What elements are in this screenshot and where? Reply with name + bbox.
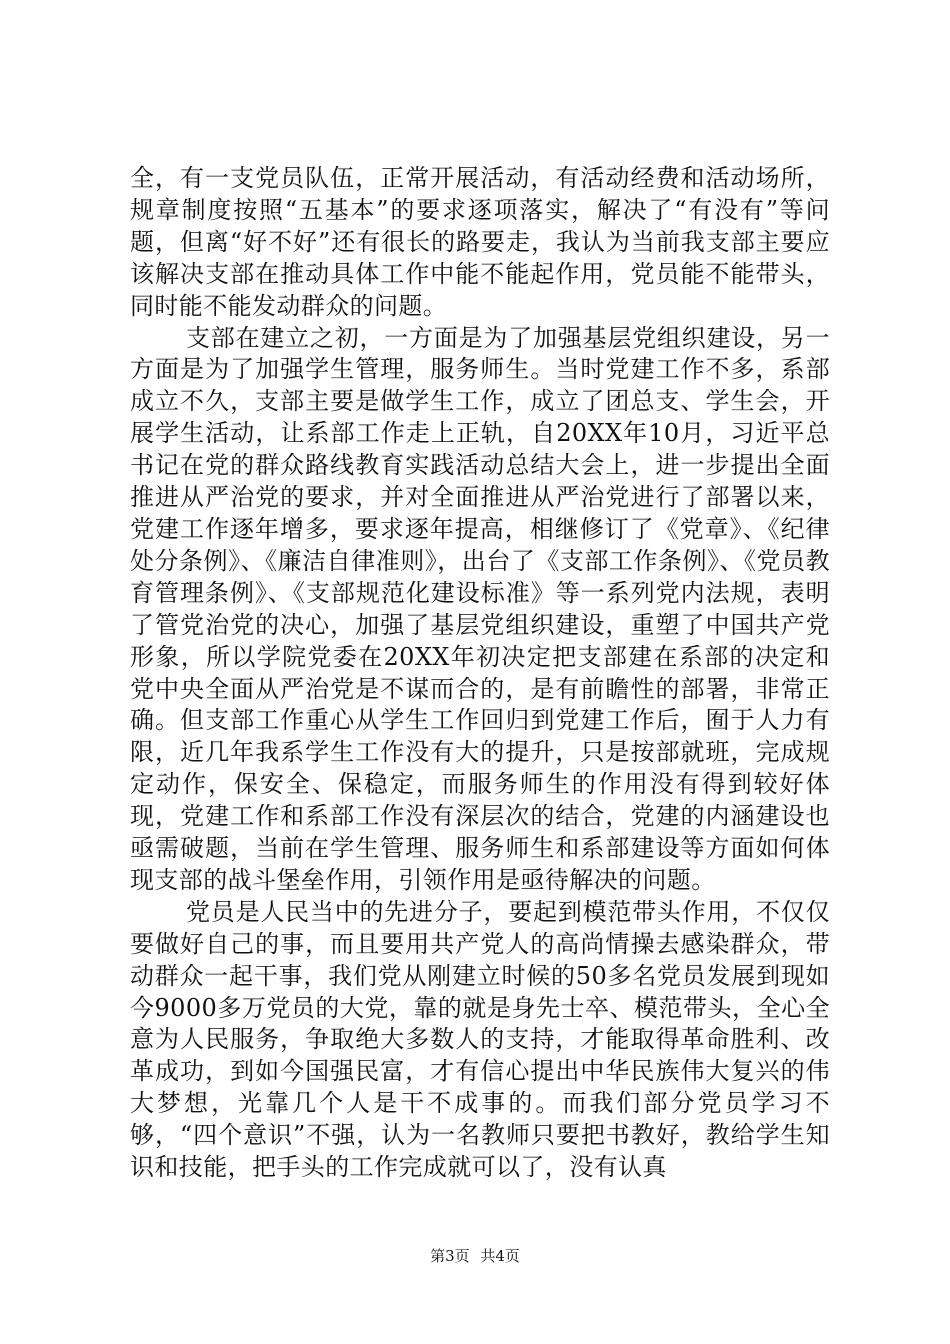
paragraph-2: 支部在建立之初，一方面是为了加强基层党组织建设，另一方面是为了加强学生管理，服务师生。当时党建工作不多，系部成立不久，支部主要是做学生工作，成立了团总支、学生会，开展学生活动，让系部工作走上正轨，自20XX年10月，习近平总书记在党的群众路线教育实践活动总结大会上，进一步提出全面推进从严治党的要求，并对全面推进从严治党进行了部署以来，党建工作逐年增多，要求逐年提高，相继修订了《党章》、《纪律处分条例》、《廉洁自律准则》，出台了《支部工作条例》、《党员教育管理条例》、《支部规范化建设标准》等一系列党内法规，表明了管党治党的决心，加强了基层党组织建设，重塑了中国共产党形象，所以学院党委在20XX年初决定把支部建在系部的决定和党中央全面从严治党是不谋而合的，是有前瞻性的部署，非常正确。但支部工作重心从学生工作回归到党建工作后，囿于人力有限，近几年我系学生工作没有大的提升，只是按部就班，完成规定动作，保安全、保稳定，而服务师生的作用没有得到较好体现，党建工作和系部工作没有深层次的结合，党建的内涵建设也亟需破题，当前在学生管理、服务师生和系部建设等方面如何体现支部的战斗堡垒作用，引领作用是亟待解决的问题。	[130, 323, 830, 894]
page-footer	[0, 1245, 950, 1266]
page-number: 第3页	[430, 1247, 470, 1265]
paragraph-3: 党员是人民当中的先进分子，要起到模范带头作用，不仅仅要做好自己的事，而且要用共产党人的高尚情操去感染群众，带动群众一起干事，我们党从刚建立时候的50多名党员发展到现如今9000多万党员的大党，靠的就是身先士卒、模范带头，全心全意为人民服务，争取绝大多数人的支持，才能取得革命胜利、改革成功，到如今国强民富，才有信心提出中华民族伟大复兴的伟大梦想，光靠几个人是干不成事的。而我们部分党员学习不够，“四个意识”不强，认为一名教师只要把书教好，教给学生知识和技能，把手头的工作完成就可以了，没有认真	[130, 897, 830, 1182]
body-text	[130, 163, 830, 1184]
paragraph-1: 全，有一支党员队伍，正常开展活动，有活动经费和活动场所，规章制度按照“五基本”的要求逐项落实，解决了“有没有”等问题，但离“好不好”还有很长的路要走，我认为当前我支部主要应该解决支部在推动具体工作中能不能起作用，党员能不能带头，同时能不能发动群众的问题。	[130, 164, 830, 320]
page-total: 共4页	[480, 1247, 520, 1265]
